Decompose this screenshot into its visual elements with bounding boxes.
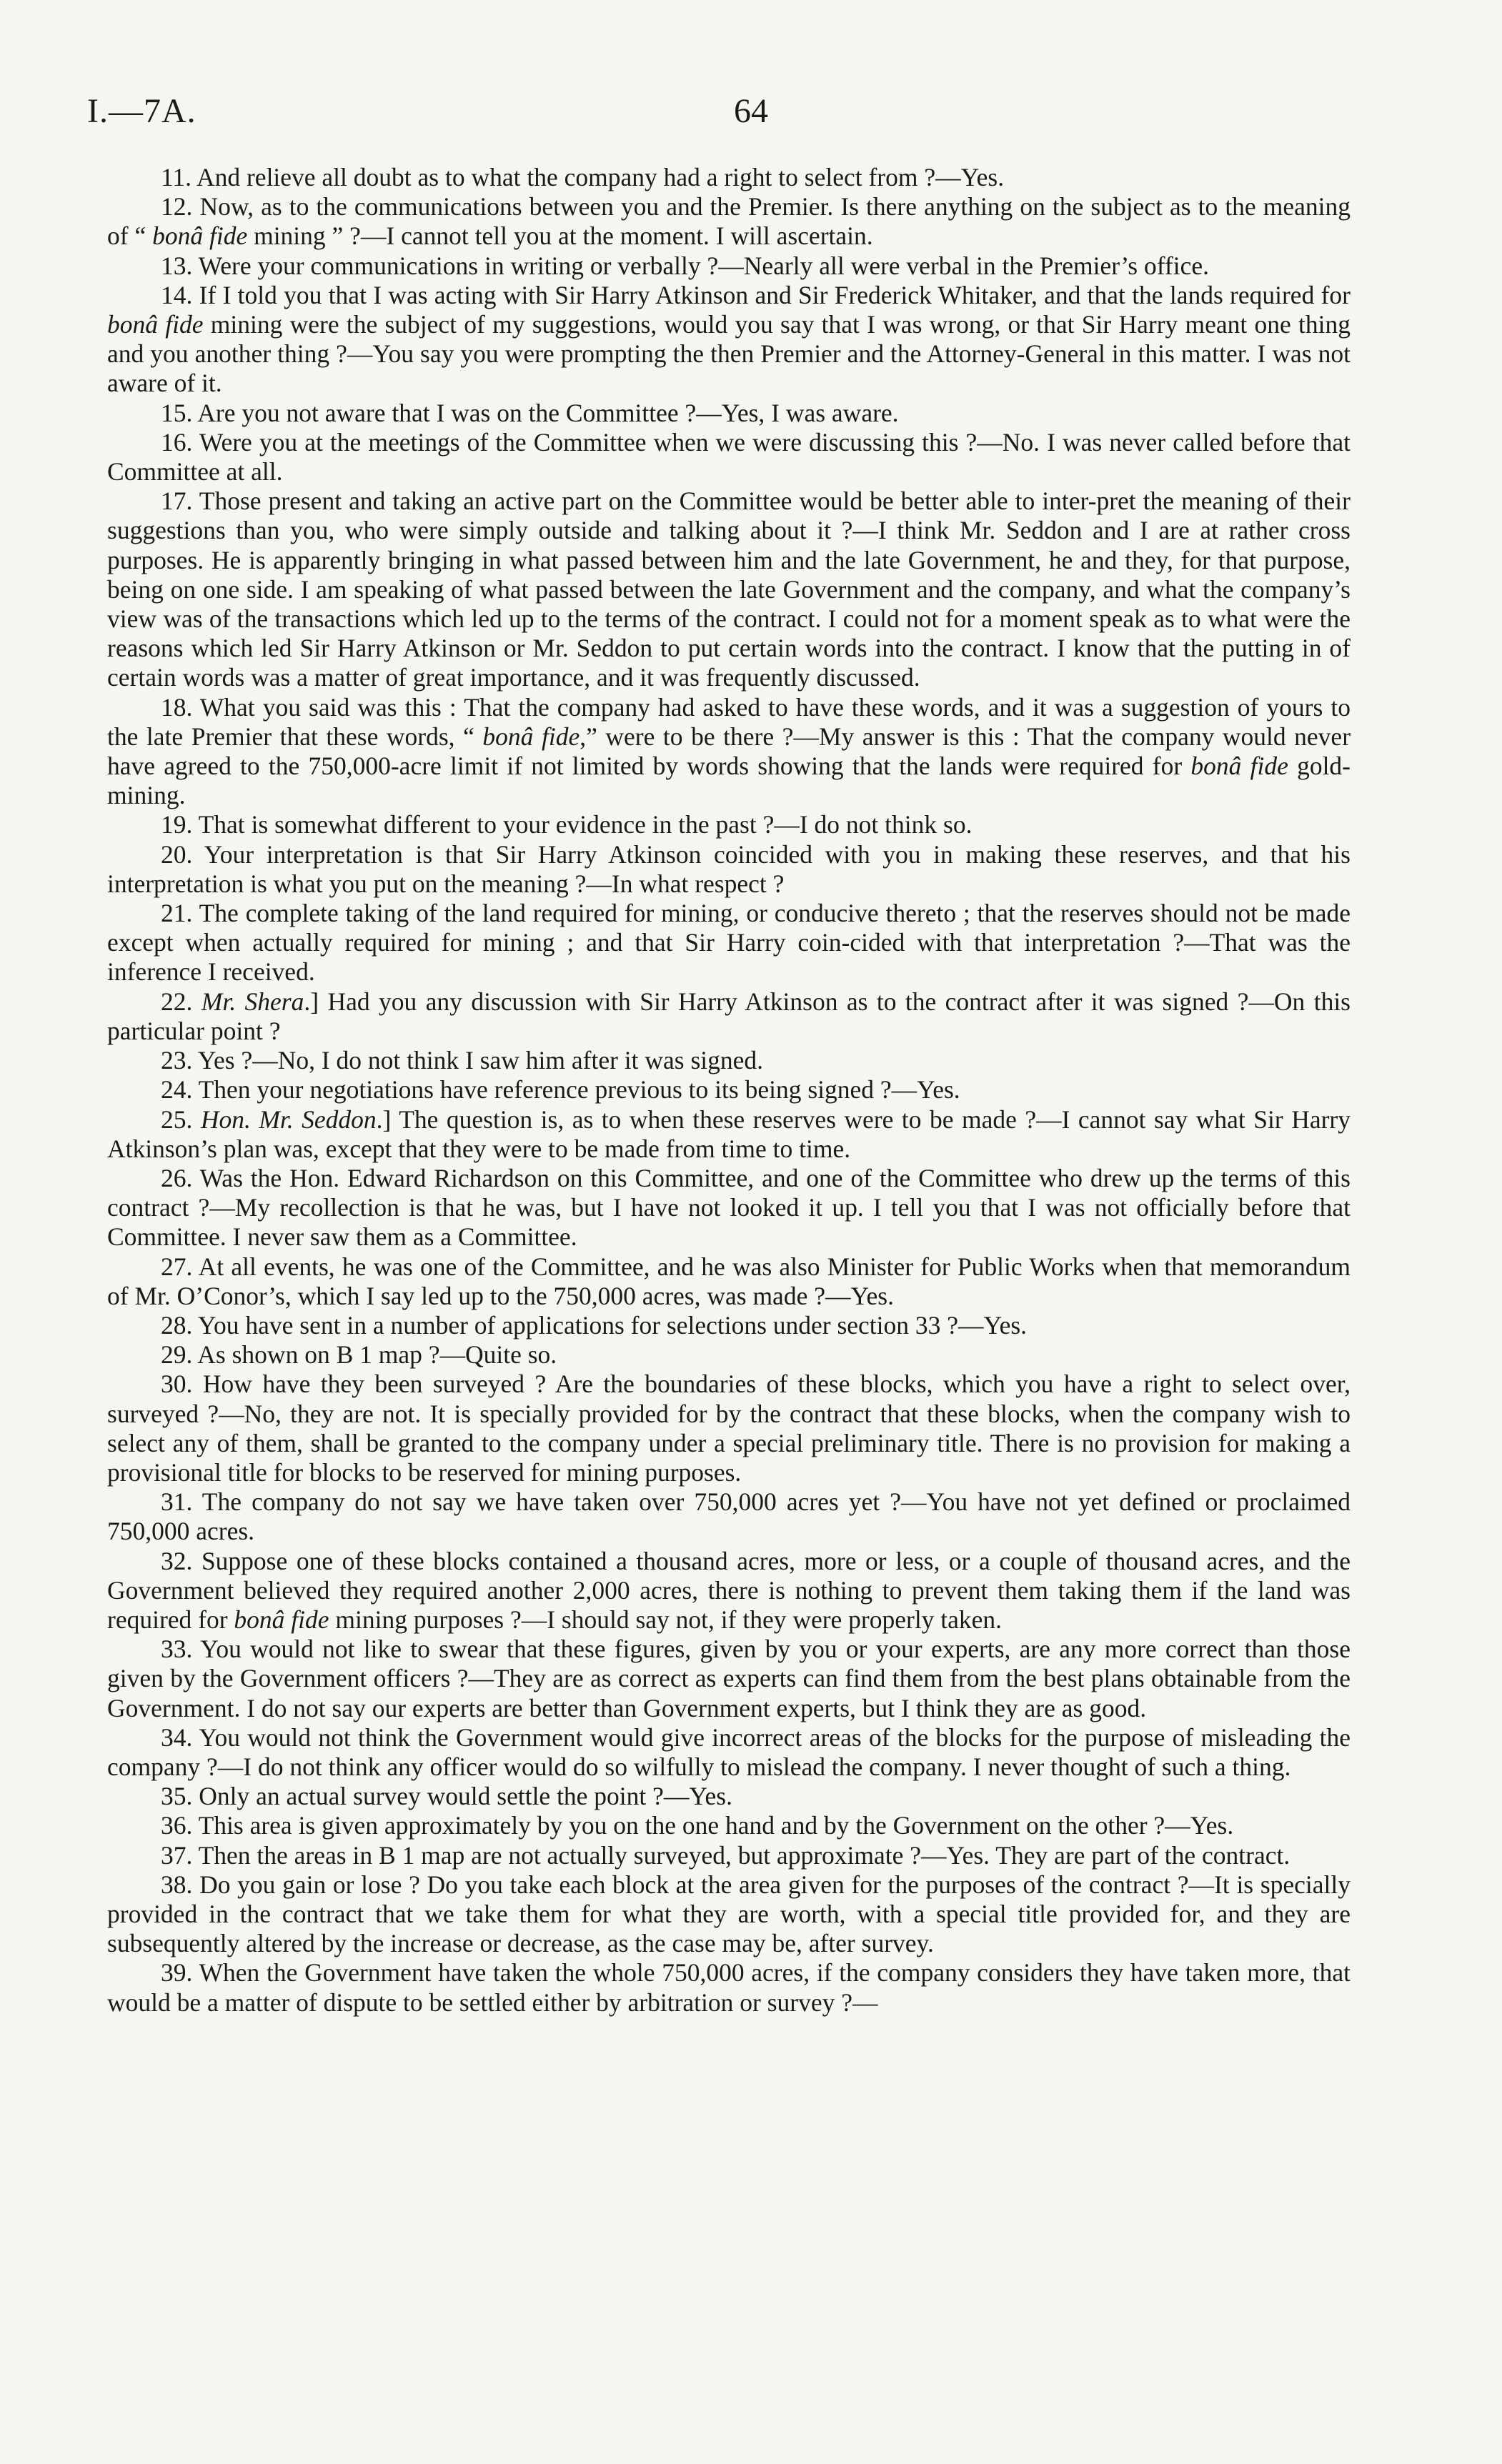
- question-paragraph: 39. When the Government have taken the whole 750,000 acres, if the company considers they have taken more, that would be a matter of dispute to be settled either by arbitration or survey ?—: [107, 1958, 1351, 2017]
- question-paragraph: 21. The complete taking of the land required for mining, or conducive thereto ; that the reserves should not be made except when actually required for mining ; and that Sir Harry coin-cided with that interpretation ?—That was the inference I received.: [107, 899, 1351, 987]
- question-paragraph: 17. Those present and taking an active part on the Committee would be better able to inter-pret the meaning of their suggestions than you, who were simply outside and talking about it ?—I think Mr. Seddon and I are at rather cross purposes. He is apparently bringing in what passed between him and the late Government, he and they, for that purpose, being on one side. I am speaking of what passed between the late Government and the company, and what the company’s view was of the transactions which led up to the terms of the contract. I could not for a moment speak as to what were the reasons which led Sir Harry Atkinson or Mr. Seddon to put certain words into the contract. I know that the putting in of certain words was a matter of great importance, and it was frequently discussed.: [107, 487, 1351, 692]
- question-paragraph: 27. At all events, he was one of the Committee, and he was also Minister for Public Works when that memorandum of Mr. O’Conor’s, which I say led up to the 750,000 acres, was made ?—Yes.: [107, 1252, 1351, 1310]
- question-paragraph: 33. You would not like to swear that these figures, given by you or your experts, are any more correct than those given by the Government officers ?—They are as correct as experts can find them from the best plans obtainable from the Government. I do not say our experts are better than Government experts, but I think they are as good.: [107, 1635, 1351, 1722]
- question-paragraph: 35. Only an actual survey would settle the point ?—Yes.: [161, 1782, 732, 1811]
- question-paragraph: 37. Then the areas in B 1 map are not actually surveyed, but approximate ?—Yes. They are part of the contract.: [161, 1840, 1290, 1870]
- question-paragraph: 16. Were you at the meetings of the Committee when we were discussing this ?—No. I was never called before that Committee at all.: [107, 427, 1351, 487]
- question-paragraph: 26. Was the Hon. Edward Richardson on this Committee, and one of the Committee who drew up the terms of this contract ?—My recollection is that he was, but I have not looked it up. I tell you that I was not officially before that Committee. I never saw them as a Committee.: [107, 1163, 1351, 1252]
- question-paragraph: 23. Yes ?—No, I do not think I saw him after it was signed.: [161, 1046, 764, 1075]
- question-paragraph: 18. What you said was this : That the company had asked to have these words, and it was a suggestion of yours to the late Premier that these words, “ bonâ fide,” were to be there ?—My answer is this : That the company would never have agreed to the 750,000-acre limit if not limited by words showing that the lands were required for bonâ fide gold-mining.: [107, 692, 1351, 810]
- question-paragraph: 34. You would not think the Government would give incorrect areas of the blocks for the purpose of misleading the company ?—I do not think any officer would do so wilfully to mislead the company. I never thought of such a thing.: [107, 1722, 1351, 1781]
- question-paragraph: 36. This area is given approximately by you on the one hand and by the Government on the other ?—Yes.: [161, 1811, 1234, 1840]
- question-paragraph: 28. You have sent in a number of applications for selections under section 33 ?—Yes.: [161, 1310, 1028, 1340]
- question-paragraph: 11. And relieve all doubt as to what the company had a right to select from ?—Yes.: [161, 163, 1005, 191]
- question-paragraph: 13. Were your communications in writing or verbally ?—Nearly all were verbal in the Premier’s office.: [161, 251, 1209, 280]
- paper-reference: I.—7A.: [87, 92, 197, 130]
- question-paragraph: 19. That is somewhat different to your evidence in the past ?—I do not think so.: [161, 810, 973, 839]
- question-paragraph: 22. Mr. Shera.] Had you any discussion with Sir Harry Atkinson as to the contract after it was signed ?—On this particular point ?: [107, 987, 1351, 1045]
- question-paragraph: 25. Hon. Mr. Seddon.] The question is, as to when these reserves were to be made ?—I cannot say what Sir Harry Atkinson’s plan was, except that they were to be made from time to time.: [107, 1104, 1351, 1163]
- question-paragraph: 15. Are you not aware that I was on the Committee ?—Yes, I was aware.: [161, 398, 899, 427]
- question-paragraph: 32. Suppose one of these blocks contained a thousand acres, more or less, or a couple of thousand acres, and the Government believed they required another 2,000 acres, there is nothing to prevent them taking them if the land was required for bonâ fide mining purposes ?—I should say not, if they were properly taken.: [107, 1546, 1351, 1634]
- evidence-body: [107, 163, 1351, 2017]
- question-paragraph: 30. How have they been surveyed ? Are the boundaries of these blocks, which you have a right to select over, surveyed ?—No, they are not. It is specially provided for by the contract that these blocks, when the company wish to select any of them, shall be granted to the company under a special preliminary title. There is no provision for making a provisional title for blocks to be reserved for mining purposes.: [107, 1370, 1351, 1487]
- question-paragraph: 29. As shown on B 1 map ?—Quite so.: [161, 1340, 557, 1370]
- question-paragraph: 38. Do you gain or lose ? Do you take each block at the area given for the purposes of the contract ?—It is specially provided in the contract that we take them for what they are worth, with a special title provided for, and they are subsequently altered by the increase or decrease, as the case may be, after survey.: [107, 1870, 1351, 1958]
- question-paragraph: 20. Your interpretation is that Sir Harry Atkinson coincided with you in making these reserves, and that his interpretation is what you put on the meaning ?—In what respect ?: [107, 839, 1351, 898]
- page-number: 64: [734, 92, 768, 130]
- question-paragraph: 31. The company do not say we have taken over 750,000 acres yet ?—You have not yet defined or proclaimed 750,000 acres.: [107, 1487, 1351, 1546]
- question-paragraph: 24. Then your negotiations have reference previous to its being signed ?—Yes.: [161, 1075, 960, 1104]
- question-paragraph: 14. If I told you that I was acting with Sir Harry Atkinson and Sir Frederick Whitaker, and that the lands required for bonâ fide mining were the subject of my suggestions, would you say that I was wrong, or that Sir Harry meant one thing and you another thing ?—You say you were prompting the then Premier and the Attorney-General in this matter. I was not aware of it.: [107, 280, 1351, 398]
- question-paragraph: 12. Now, as to the communications between you and the Premier. Is there anything on the subject as to the meaning of “ bonâ fide mining ” ?—I cannot tell you at the moment. I will ascertain.: [107, 192, 1351, 251]
